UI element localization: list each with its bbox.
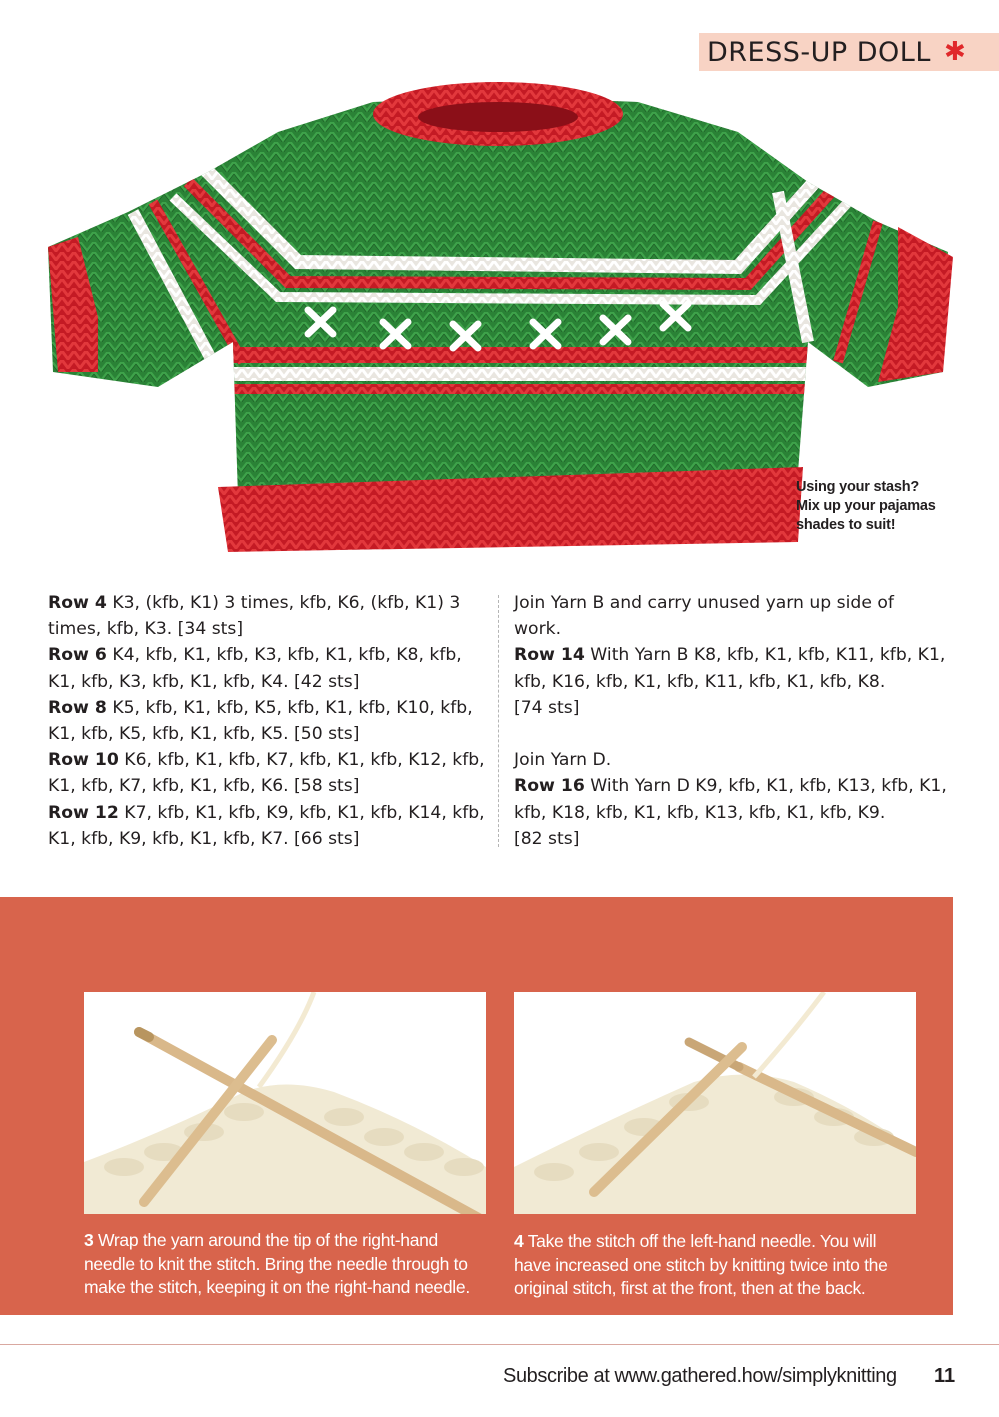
instruction-line (48, 590, 488, 616)
caption-line: needle to knit the stitch. Bring the needle through to (84, 1253, 468, 1274)
row-label: Row 12 (48, 802, 119, 823)
caption-line: shades to suit! (796, 517, 896, 533)
instructions-right-column (514, 590, 954, 852)
row-label: Row 4 (48, 593, 107, 613)
instructions-left-column (48, 590, 488, 852)
step-4-photo (514, 992, 916, 1214)
instruction-line: kfb, K18, kfb, K1, kfb, K13, kfb, K1, kfb, K9. (514, 802, 886, 823)
spacer (514, 721, 954, 747)
instruction-line: [82 sts] (514, 828, 580, 849)
caption-text: Wrap the yarn around the tip of the right-hand (98, 1230, 438, 1250)
step-3-photo (84, 992, 486, 1214)
instruction-line (48, 747, 488, 773)
photo-caption (796, 478, 966, 535)
instruction-line (514, 773, 954, 799)
instruction-line: K1, kfb, K7, kfb, K1, kfb, K6. [58 sts] (48, 776, 360, 797)
step-number: 3 (84, 1230, 94, 1250)
footer-subscribe-link[interactable]: Subscribe at www.gathered.how/simplyknitting (503, 1365, 897, 1387)
caption-line: make the stitch, keeping it on the right-hand needle. (84, 1277, 470, 1297)
instruction-line: K1, kfb, K5, kfb, K1, kfb, K5. [50 sts] (48, 724, 360, 745)
instruction-line (48, 695, 488, 721)
row-text: K7, kfb, K1, kfb, K9, kfb, K1, kfb, K14, kfb, (124, 802, 485, 823)
row-text: With Yarn D K9, kfb, K1, kfb, K13, kfb, K1, (590, 776, 947, 797)
instruction-line: kfb, K16, kfb, K1, kfb, K11, kfb, K1, kfb, K8. (514, 671, 886, 692)
instruction-line: Join Yarn D. (514, 750, 612, 771)
instruction-line (48, 800, 488, 826)
instruction-line (48, 642, 488, 668)
caption-line: Using your stash? (796, 479, 920, 495)
row-text: K3, (kfb, K1) 3 times, kfb, K6, (kfb, K1) 3 (112, 593, 461, 613)
instruction-line (514, 642, 954, 668)
caption-line: original stitch, first at the front, then at the back. (514, 1278, 866, 1298)
section-title: DRESS-UP DOLL (707, 37, 931, 68)
instruction-line: Join Yarn B and carry unused yarn up side of (514, 593, 894, 613)
caption-line: have increased one stitch by knitting twice into the (514, 1254, 888, 1275)
row-label: Row 6 (48, 645, 107, 666)
caption-line (84, 1229, 494, 1253)
row-text: K4, kfb, K1, kfb, K3, kfb, K1, kfb, K8, kfb, (112, 645, 462, 666)
instruction-line: work. (514, 619, 562, 640)
row-label: Row 14 (514, 645, 585, 666)
caption-line: Mix up your pajamas (796, 498, 936, 514)
instruction-line: times, kfb, K3. [34 sts] (48, 619, 244, 640)
row-label: Row 10 (48, 750, 119, 771)
step-number: 4 (514, 1231, 524, 1251)
caption-text: Take the stitch off the left-hand needle. You will (527, 1231, 877, 1251)
caption-line (514, 1230, 924, 1254)
row-text: With Yarn B K8, kfb, K1, kfb, K11, kfb, K1, (590, 645, 946, 666)
footer-divider (0, 1344, 999, 1345)
row-label: Row 16 (514, 776, 585, 797)
instruction-line: K1, kfb, K3, kfb, K1, kfb, K4. [42 sts] (48, 671, 360, 692)
row-text: K5, kfb, K1, kfb, K5, kfb, K1, kfb, K10, kfb, (112, 697, 473, 718)
page-number: 11 (934, 1365, 956, 1387)
row-label: Row 8 (48, 697, 107, 718)
instruction-line: K1, kfb, K9, kfb, K1, kfb, K7. [66 sts] (48, 828, 360, 849)
flower-icon: ✱ (944, 37, 966, 67)
step-4-caption (514, 1230, 924, 1301)
instruction-line: [74 sts] (514, 697, 580, 718)
row-text: K6, kfb, K1, kfb, K7, kfb, K1, kfb, K12, kfb, (124, 750, 485, 771)
column-divider (498, 595, 499, 847)
step-3-caption (84, 1229, 494, 1300)
